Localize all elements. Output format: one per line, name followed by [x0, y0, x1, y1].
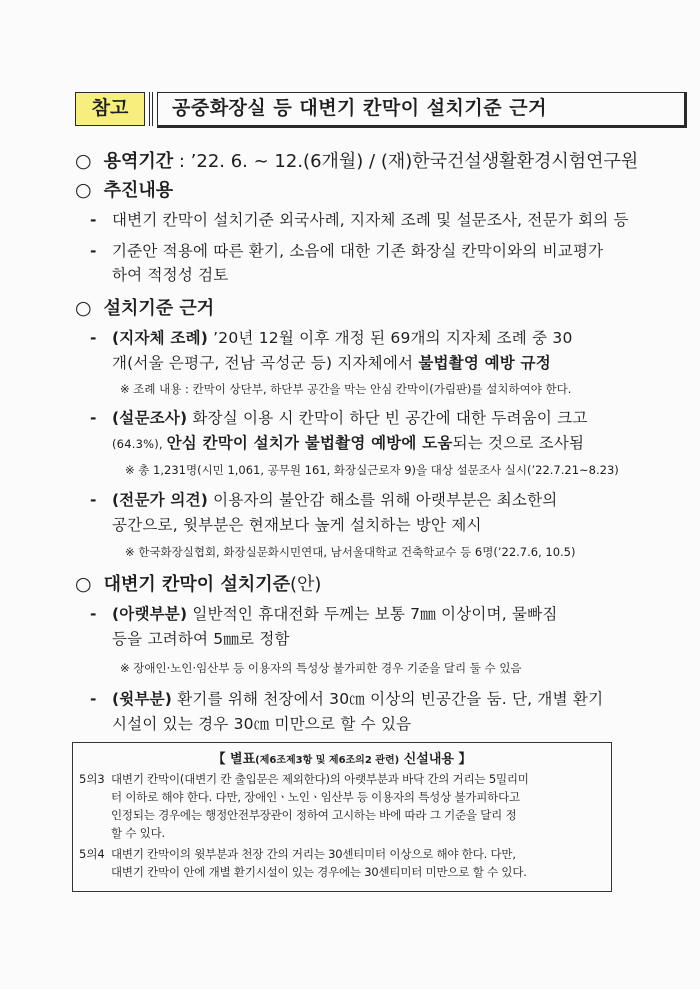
appendix-item-line: 터 이하로 해야 한다. 다만, 장애인ㆍ노인ㆍ임산부 등 이용자의 특성상 불가피하다고: [111, 790, 520, 804]
list-item: - 대변기 칸막이 설치기준 외국사례, 지자체 조례 및 설문조사, 전문가 회의 등: [90, 211, 629, 229]
section-heading: 추진내용: [103, 180, 174, 201]
appendix-item-line: 대변기 칸막이 안에 개별 환기시설이 있는 경우에는 30센티미터 미만으로 할 수 있다.: [111, 865, 527, 879]
basis-expert-line2: 공간으로, 윗부분은 현재보다 높게 설치하는 방안 제시: [112, 516, 482, 534]
basis-expert-label: (전문가 의견): [112, 491, 209, 509]
circle-bullet: ○: [75, 179, 92, 201]
appendix-item-line: 대변기 칸막이(대변기 칸 출입문은 제외한다)의 아랫부분과 바닥 간의 거리는 5밀리미: [111, 772, 529, 786]
document-header: [75, 92, 615, 128]
standard-lower-line2: 등을 고려하여 5㎜로 정함: [112, 630, 290, 648]
period-text: : ’22. 6. ~ 12.(6개월) / (재)한국건설생활환경시험연구원: [173, 151, 639, 172]
list-item-continuation: [112, 263, 228, 285]
section-period: [75, 147, 638, 173]
section-heading-suffix: (안): [290, 574, 322, 595]
appendix-title: 【 별표(제6조제3항 및 제6조의2 관련) 신설내용 】: [212, 752, 472, 767]
section-heading: 설치기준 근거: [103, 298, 215, 319]
standard-lower-line1: - (아랫부분) 일반적인 휴대전화 두께는 보통 7㎜ 이상이며, 물빠짐: [90, 605, 558, 623]
header-divider: [149, 92, 153, 126]
appendix-box: [72, 742, 612, 892]
basis-local-line1: - (지자체 조례) ’20년 12월 이후 개정 된 69개의 지자체 조례 중 30: [90, 329, 573, 347]
standard-upper-line1: - (윗부분) 환기를 위해 천장에서 30㎝ 이상의 빈공간을 둠. 단, 개별 환기: [90, 690, 604, 708]
circle-bullet: ○: [75, 150, 92, 172]
appendix-item-num: 5의3: [79, 772, 105, 786]
standard-upper-line2: 시설이 있는 경우 30㎝ 미만으로 할 수 있음: [112, 715, 412, 733]
reference-tag: 참고: [75, 92, 145, 126]
basis-expert-line1: - (전문가 의견) 이용자의 불안감 해소를 위해 아랫부분은 최소한의: [90, 491, 558, 509]
progress-item-2-cont: 하여 적정성 검토: [112, 266, 229, 284]
standard-lower-label: (아랫부분): [112, 605, 188, 623]
appendix-item-line: 할 수 있다.: [111, 826, 166, 840]
section-heading: 대변기 칸막이 설치기준: [103, 574, 291, 595]
basis-local-note: ※ 조례 내용 : 칸막이 상단부, 하단부 공간을 막는 안심 칸막이(가림판)를 설치하여야 한다.: [120, 382, 572, 396]
emphasis-text: 불법촬영 예방 규정: [418, 354, 551, 372]
basis-local-label: (지자체 조례): [112, 329, 209, 347]
standard-lower-note: ※ 장애인·노인·임산부 등 이용자의 특성상 불가피한 경우 기준을 달리 둘 수 있음: [120, 661, 522, 675]
emphasis-text: 안심 칸막이 설치가 불법촬영 예방에 도움: [166, 434, 453, 452]
document-title: 공중화장실 등 대변기 칸막이 설치기준 근거: [157, 92, 687, 128]
basis-survey-line1: - (설문조사) 화장실 이용 시 칸막이 하단 빈 공간에 대한 두려움이 크고: [90, 409, 588, 427]
progress-item-2: 기준안 적용에 따른 환기, 소음에 대한 기존 화장실 칸막이와의 비교평가: [112, 242, 604, 260]
section-basis: [75, 294, 214, 320]
progress-item-1: 대변기 칸막이 설치기준 외국사례, 지자체 조례 및 설문조사, 전문가 회의 등: [112, 211, 629, 229]
circle-bullet: ○: [75, 573, 92, 595]
standard-upper-label: (윗부분): [112, 690, 173, 708]
list-item: - 기준안 적용에 따른 환기, 소음에 대한 기존 화장실 칸막이와의 비교평가: [90, 242, 604, 260]
basis-survey-line2: (64.3%), 안심 칸막이 설치가 불법촬영 예방에 도움되는 것으로 조사됨: [112, 434, 585, 452]
section-heading: 용역기간: [103, 151, 174, 172]
section-standard: [75, 570, 321, 596]
basis-survey-note: ※ 총 1,231명(시민 1,061, 공무원 161, 화장실근로자 9)을 대상 설문조사 실시(’22.7.21~8.23): [125, 463, 619, 477]
section-progress: [75, 176, 173, 202]
basis-local-line2: 개(서울 은평구, 전남 곡성군 등) 지자체에서 불법촬영 예방 규정: [112, 354, 551, 372]
appendix-item-num: 5의4: [79, 847, 105, 861]
circle-bullet: ○: [75, 297, 92, 319]
appendix-item-line: 대변기 칸막이의 윗부분과 천장 간의 거리는 30센티미터 이상으로 해야 한다. 다만,: [111, 847, 516, 861]
basis-expert-note: ※ 한국화장실협회, 화장실문화시민연대, 남서울대학교 건축학교수 등 6명(’22.7.6, 10.5): [125, 545, 576, 559]
appendix-item-line: 인정되는 경우에는 행정안전부장관이 정하여 고시하는 바에 따라 그 기준을 달리 정: [111, 808, 517, 822]
basis-survey-label: (설문조사): [112, 409, 188, 427]
